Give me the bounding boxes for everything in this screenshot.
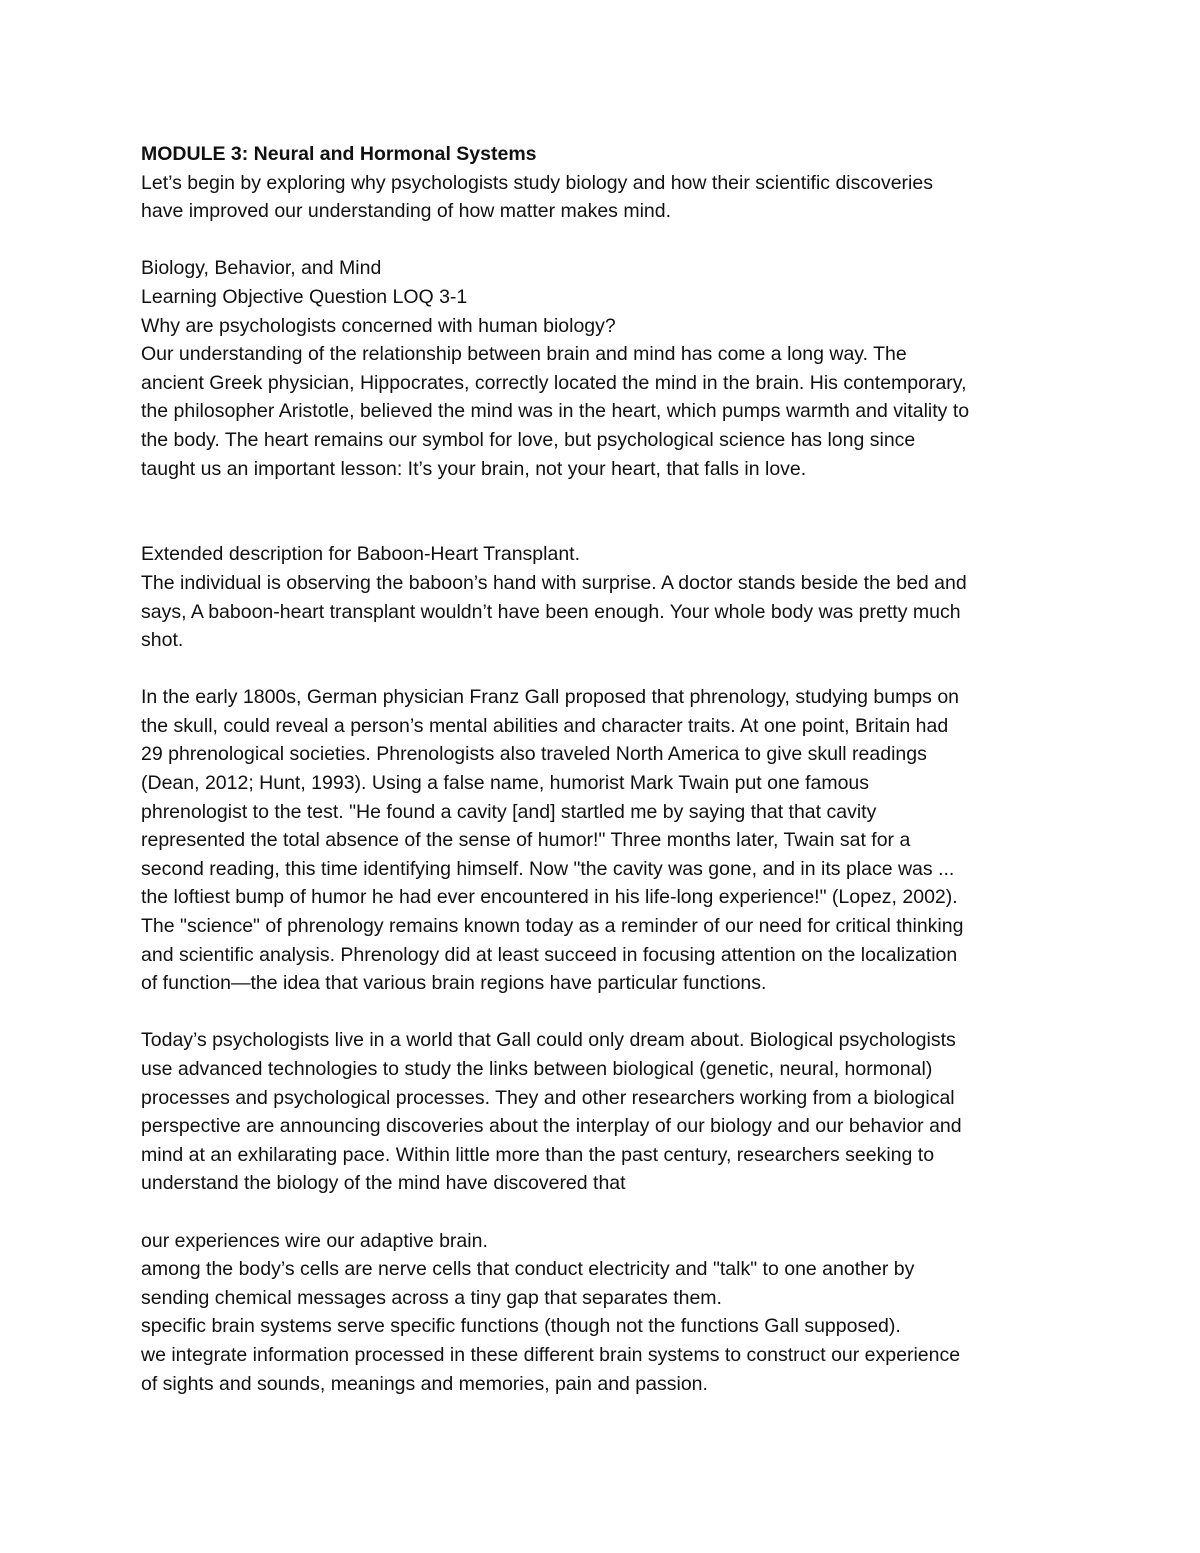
- text-line: second reading, this time identifying himself. Now "the cavity was gone, and in its place was ...: [141, 857, 955, 880]
- text-line: The "science" of phrenology remains known today as a reminder of our need for critical thinking: [141, 915, 964, 938]
- spacer: [141, 483, 1071, 540]
- text-line: ancient Greek physician, Hippocrates, correctly located the mind in the brain. His contemporary,: [141, 371, 967, 394]
- text-line: have improved our understanding of how matter makes mind.: [141, 200, 672, 223]
- text-line: In the early 1800s, German physician Franz Gall proposed that phrenology, studying bumps on: [141, 686, 960, 709]
- list-item: our experiences wire our adaptive brain.: [141, 1229, 488, 1252]
- text-line: processes and psychological processes. They and other researchers working from a biological: [141, 1086, 955, 1109]
- text-line: taught us an important lesson: It’s your brain, not your heart, that falls in love.: [141, 457, 807, 480]
- intro-paragraph: [141, 169, 1071, 226]
- text-line: mind at an exhilarating pace. Within little more than the past century, researchers seeking to: [141, 1143, 935, 1166]
- loq-label: Learning Objective Question LOQ 3-1: [141, 285, 468, 308]
- spacer: [141, 998, 1071, 1027]
- spacer: [141, 655, 1071, 684]
- paragraph-modern-psychologists: [141, 1026, 1071, 1198]
- list-item: among the body’s cells are nerve cells that conduct electricity and "talk" to one another by: [141, 1258, 915, 1281]
- text-line: perspective are announcing discoveries about the interplay of our biology and our behavior and: [141, 1115, 962, 1138]
- document-body: [141, 140, 1071, 1398]
- section-heading: Biology, Behavior, and Mind: [141, 257, 382, 280]
- list-item: we integrate information processed in these different brain systems to construct our experience: [141, 1343, 961, 1366]
- text-line: Today’s psychologists live in a world that Gall could only dream about. Biological psychologists: [141, 1029, 956, 1052]
- text-line: shot.: [141, 629, 184, 652]
- text-line: The individual is observing the baboon’s hand with surprise. A doctor stands beside the bed and: [141, 571, 967, 594]
- text-line: Let’s begin by exploring why psychologists study biology and how their scientific discoveries: [141, 171, 933, 194]
- discoveries-list: [141, 1227, 1071, 1399]
- list-item: specific brain systems serve specific functions (though not the functions Gall supposed).: [141, 1315, 901, 1338]
- spacer: [141, 1198, 1071, 1227]
- text-line: use advanced technologies to study the links between biological (genetic, neural, hormonal): [141, 1058, 933, 1080]
- text-line: represented the total absence of the sense of humor!" Three months later, Twain sat for a: [141, 829, 911, 852]
- text-line: phrenologist to the test. "He found a cavity [and] startled me by saying that that cavity: [141, 800, 877, 823]
- spacer: [141, 226, 1071, 255]
- extended-description-title: Extended description for Baboon-Heart Transplant.: [141, 543, 581, 566]
- text-line: and scientific analysis. Phrenology did at least succeed in focusing attention on the localization: [141, 943, 958, 966]
- text-line: (Dean, 2012; Hunt, 1993). Using a false name, humorist Mark Twain put one famous: [141, 772, 870, 795]
- paragraph-phrenology: [141, 683, 1071, 998]
- list-item: of sights and sounds, meanings and memories, pain and passion.: [141, 1372, 708, 1395]
- paragraph-brain-mind: [141, 340, 1071, 483]
- text-line: says, A baboon-heart transplant wouldn’t have been enough. Your whole body was pretty much: [141, 600, 961, 623]
- text-line: the philosopher Aristotle, believed the mind was in the heart, which pumps warmth and vitality to: [141, 400, 970, 423]
- extended-description-body: [141, 569, 1071, 655]
- text-line: the loftiest bump of humor he had ever encountered in his life-long experience!" (Lopez, 2002).: [141, 886, 958, 909]
- text-line: the body. The heart remains our symbol for love, but psychological science has long since: [141, 428, 916, 451]
- text-line: Our understanding of the relationship between brain and mind has come a long way. The: [141, 343, 907, 366]
- text-line: of function—the idea that various brain regions have particular functions.: [141, 972, 767, 995]
- text-line: the skull, could reveal a person’s mental abilities and character traits. At one point, Britain had: [141, 714, 949, 737]
- text-line: 29 phrenological societies. Phrenologists also traveled North America to give skull readings: [141, 743, 927, 766]
- module-title: MODULE 3: Neural and Hormonal Systems: [141, 143, 537, 165]
- text-line: understand the biology of the mind have discovered that: [141, 1172, 626, 1195]
- list-item: sending chemical messages across a tiny gap that separates them.: [141, 1286, 722, 1309]
- loq-question: Why are psychologists concerned with human biology?: [141, 314, 616, 337]
